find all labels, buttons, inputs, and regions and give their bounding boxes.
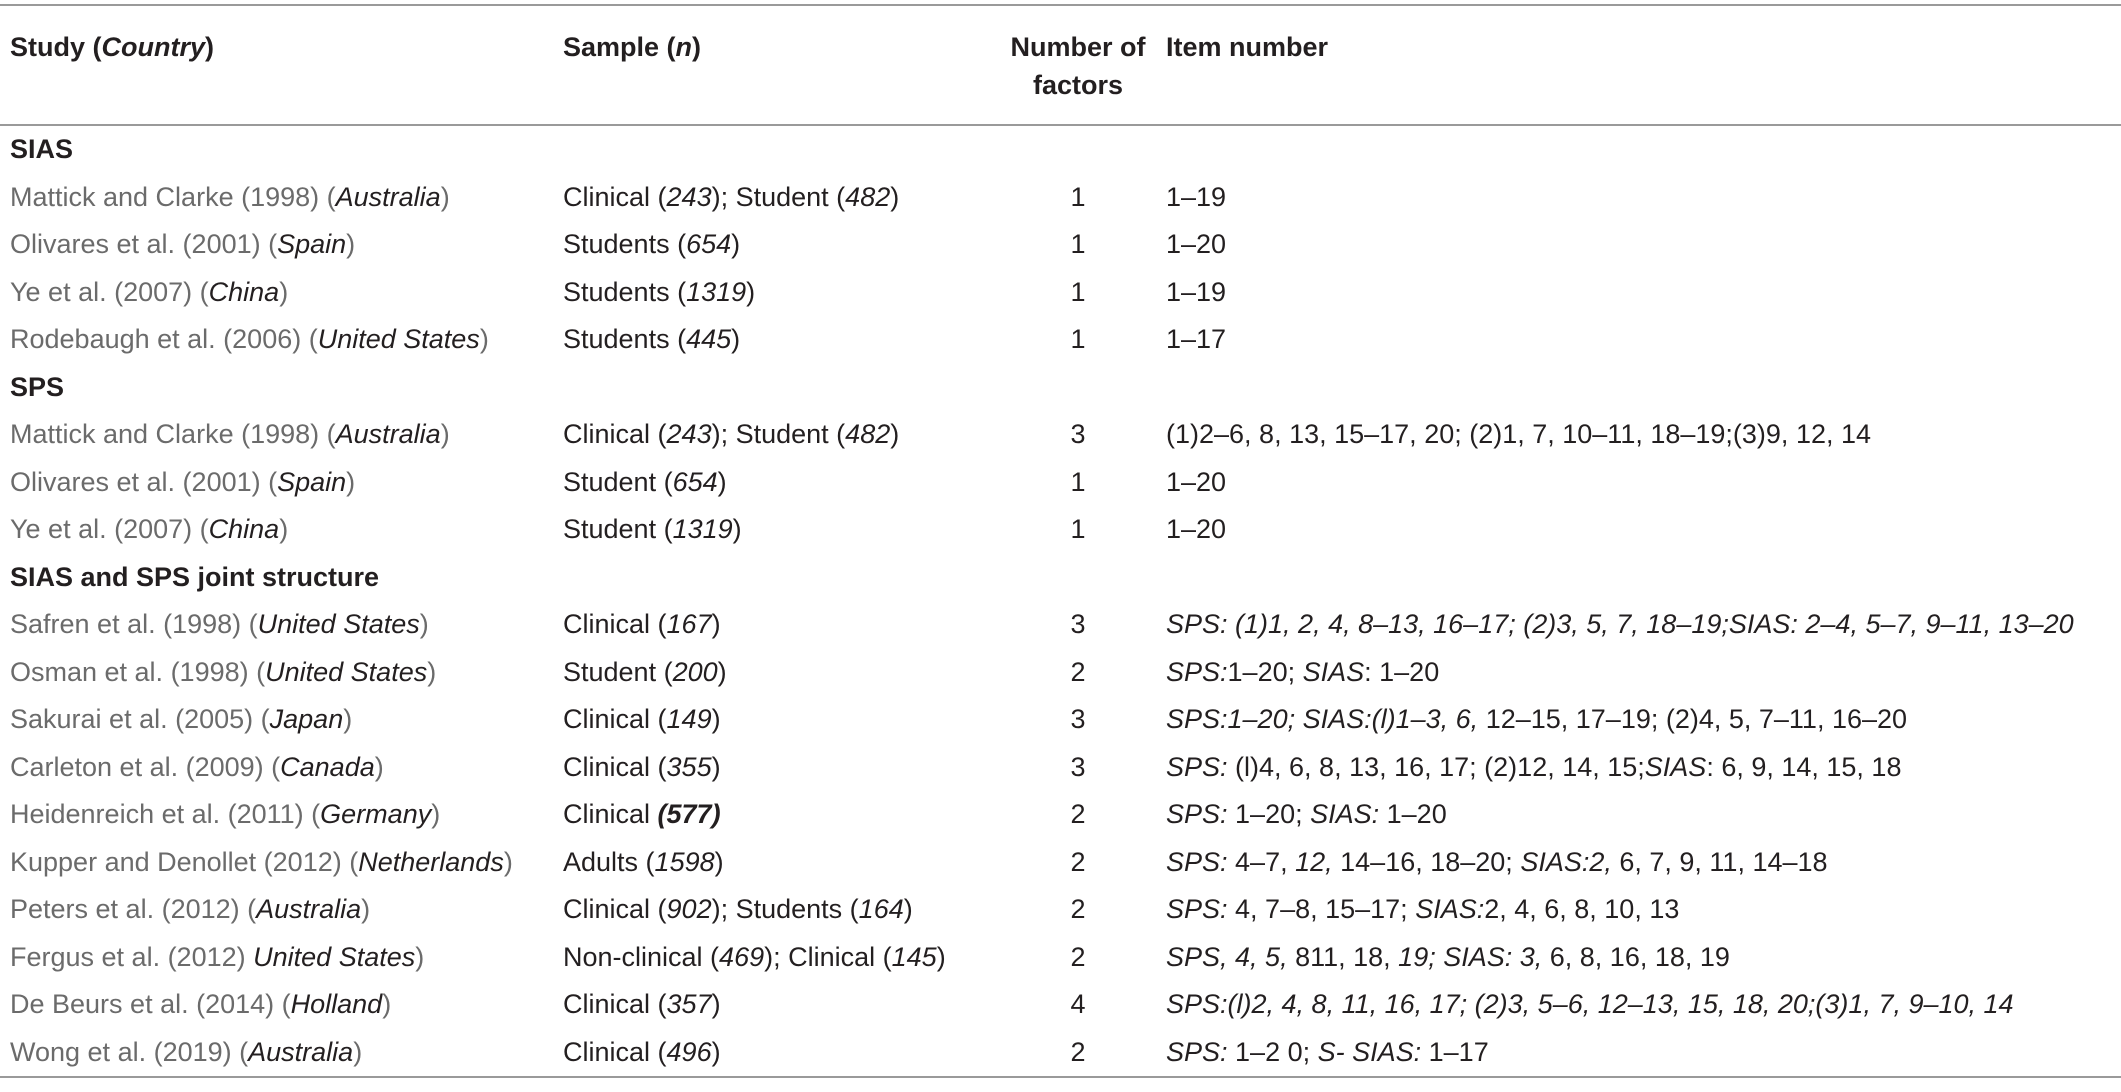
sample-cell [553, 791, 1000, 839]
cell-run: ) [732, 514, 742, 545]
cell-run-italic: 200 [672, 656, 718, 687]
factors-cell: 1 [1070, 514, 1086, 545]
cell-run: 1–20 [1166, 514, 1227, 545]
study-country: Australia [256, 894, 362, 925]
cell-run: Clinical ( [563, 181, 667, 212]
cell-run-italic: 469 [719, 941, 765, 972]
study-country: Japan [269, 704, 344, 735]
cell-run: Clinical ( [563, 751, 667, 782]
study-name: Ye et al. (2007) [10, 514, 193, 545]
factors-cell: 2 [1070, 799, 1086, 830]
cell-run: ) [903, 894, 913, 925]
table-row [0, 839, 2121, 887]
table-row [0, 459, 2121, 507]
study-name: Sakurai et al. (2005) [10, 704, 254, 735]
cell-run: : 1–20 [1364, 656, 1440, 687]
study-cell: Mattick and Clarke (1998) (Australia) [10, 181, 450, 212]
cell-run: 4–7, [1227, 846, 1296, 877]
cell-run: ) [711, 704, 721, 735]
factors-cell: 3 [1070, 419, 1086, 450]
cell-run-italic: SPS:1–20; SIAS:(l)1–3, 6, [1166, 704, 1479, 735]
study-name: Ye et al. (2007) [10, 276, 193, 307]
cell-run: ) [936, 941, 946, 972]
cell-run: ) [717, 656, 727, 687]
study-cell: De Beurs et al. (2014) (Holland) [10, 989, 392, 1020]
items-cell [1156, 791, 2121, 839]
cell-run-italic: SPS: [1166, 656, 1228, 687]
section-row [0, 364, 2121, 412]
sample-cell [553, 174, 1000, 222]
sample-cell [553, 886, 1000, 934]
study-country: Canada [280, 751, 375, 782]
cell-run-italic: 243 [666, 181, 712, 212]
cell-run: Non-clinical ( [563, 941, 720, 972]
cell-run-italic: 902 [666, 894, 712, 925]
cell-run-italic: 654 [672, 466, 718, 497]
cell-run: 1–20 [1379, 799, 1447, 830]
items-cell [1156, 886, 2121, 934]
cell-run-italic: SPS: [1166, 751, 1228, 782]
items-cell [1156, 269, 2121, 317]
cell-run: 12–15, 17–19; (2)4, 5, 7–11, 16–20 [1478, 704, 1908, 735]
items-cell [1156, 174, 2121, 222]
table-row [0, 981, 2121, 1029]
cell-run: Student ( [563, 466, 673, 497]
cell-run: 1–17 [1421, 1036, 1489, 1067]
factors-cell: 3 [1070, 704, 1086, 735]
items-cell [1156, 316, 2121, 364]
sample-cell [553, 221, 1000, 269]
cell-run-italic: 654 [686, 229, 732, 260]
items-cell [1156, 934, 2121, 982]
factors-cell: 1 [1070, 466, 1086, 497]
factors-cell: 3 [1070, 609, 1086, 640]
factors-cell: 2 [1070, 894, 1086, 925]
cell-run: Students ( [563, 276, 687, 307]
study-country: Australia [248, 1036, 354, 1067]
items-cell [1156, 839, 2121, 887]
study-country: Spain [277, 229, 347, 260]
cell-run-italic: SPS: [1166, 894, 1228, 925]
cell-run: ) [714, 846, 724, 877]
cell-run-italic: 482 [845, 181, 891, 212]
cell-run: 1–17 [1166, 324, 1227, 355]
study-country: United States [257, 609, 420, 640]
items-cell [1156, 601, 2121, 649]
items-cell [1156, 696, 2121, 744]
cell-run-italic: 357 [666, 989, 712, 1020]
study-cell: Kupper and Denollet (2012) (Netherlands) [10, 846, 513, 877]
cell-run: 4, 7–8, 15–17; [1227, 894, 1416, 925]
factors-cell: 1 [1070, 276, 1086, 307]
cell-run-italic: 243 [666, 419, 712, 450]
cell-run-italic: SPS: [1166, 846, 1228, 877]
study-cell: Sakurai et al. (2005) (Japan) [10, 704, 353, 735]
factors-cell: 2 [1000, 1029, 1156, 1078]
study-cell: Heidenreich et al. (2011) (Germany) [10, 799, 441, 830]
section-title: SIAS and SPS joint structure [10, 561, 380, 592]
header-item-number: Item number [1156, 5, 2121, 125]
factors-cell: 1 [1070, 324, 1086, 355]
study-name: Olivares et al. (2001) [10, 466, 261, 497]
factors-cell: 3 [1070, 751, 1086, 782]
sample-cell [553, 839, 1000, 887]
cell-run: Adults ( [563, 846, 655, 877]
factors-cell: 2 [1070, 846, 1086, 877]
cell-run-italic: 355 [666, 751, 712, 782]
study-cell: Ye et al. (2007) (China) [10, 514, 289, 545]
cell-run: Clinical ( [563, 894, 667, 925]
table-row [0, 649, 2121, 697]
sample-cell [553, 459, 1000, 507]
sample-cell [553, 696, 1000, 744]
sample-cell [553, 744, 1000, 792]
study-name: Carleton et al. (2009) [10, 751, 264, 782]
table-body [0, 125, 2121, 1077]
cell-run: ) [711, 989, 721, 1020]
sample-cell [553, 1029, 1000, 1078]
cell-run-italic: SIAS [1644, 751, 1707, 782]
table-row [0, 269, 2121, 317]
factors-cell: 2 [1070, 656, 1086, 687]
cell-run-italic: SPS:(l)2, 4, 8, 11, 16, 17; (2)3, 5–6, 12–13, 15, 18, 20;(3)1, 7, 9–10, 14 [1166, 989, 2014, 1020]
study-country: Spain [277, 466, 347, 497]
cell-run: 1–20 [1166, 466, 1227, 497]
study-country: United States [253, 941, 416, 972]
items-cell [1156, 506, 2121, 554]
cell-run: Clinical ( [563, 609, 667, 640]
cell-run-italic: SIAS: [1310, 799, 1380, 830]
studies-table [0, 4, 2121, 1078]
cell-run: Clinical [563, 799, 658, 830]
cell-run: ) [711, 1036, 721, 1067]
cell-run-italic: 482 [845, 419, 891, 450]
cell-run: 1–2 0; [1227, 1036, 1318, 1067]
cell-run: ) [890, 419, 900, 450]
table-row [0, 791, 2121, 839]
study-cell: Ye et al. (2007) (China) [10, 276, 289, 307]
cell-run: Clinical ( [563, 1036, 667, 1067]
study-cell: Mattick and Clarke (1998) (Australia) [10, 419, 450, 450]
factors-cell: 1 [1070, 181, 1086, 212]
cell-run: ) [731, 229, 741, 260]
cell-run: (l)4, 6, 8, 13, 16, 17; (2)12, 14, 15; [1227, 751, 1645, 782]
cell-run: 1–19 [1166, 181, 1227, 212]
cell-run: Students ( [563, 229, 687, 260]
cell-run: ) [890, 181, 900, 212]
sample-cell [553, 269, 1000, 317]
table-header-row [0, 5, 2121, 125]
study-name: Safren et al. (1998) [10, 609, 242, 640]
cell-run: Student ( [563, 514, 673, 545]
cell-run: ) [746, 276, 756, 307]
study-cell: Osman et al. (1998) (United States) [10, 656, 437, 687]
sample-cell [553, 316, 1000, 364]
cell-run: Student ( [563, 656, 673, 687]
table-row [0, 506, 2121, 554]
cell-run-italic: 12, [1295, 846, 1333, 877]
study-name: Mattick and Clarke (1998) [10, 419, 320, 450]
study-country: Germany [320, 799, 432, 830]
header-sample: Sample (n) [553, 5, 1000, 125]
section-row [0, 554, 2121, 602]
cell-run [658, 799, 721, 829]
cell-run: ) [711, 609, 721, 640]
cell-run: ); Student ( [711, 419, 846, 450]
study-name: Osman et al. (1998) [10, 656, 249, 687]
cell-run: 1–20; [1227, 799, 1311, 830]
cell-run: 1–19 [1166, 276, 1227, 307]
study-cell: Carleton et al. (2009) (Canada) [10, 751, 384, 782]
items-cell [1156, 981, 2121, 1029]
sample-cell [553, 506, 1000, 554]
study-country: United States [265, 656, 428, 687]
sample-cell [553, 601, 1000, 649]
cell-run-italic: SPS: [1166, 1036, 1228, 1067]
sample-cell [553, 934, 1000, 982]
cell-run-italic: 1319 [672, 514, 733, 545]
study-cell: Olivares et al. (2001) (Spain) [10, 229, 356, 260]
factors-cell: 1 [1070, 229, 1086, 260]
table-row [0, 411, 2121, 459]
cell-run: 811, 18, [1287, 941, 1399, 972]
cell-run: ) [717, 466, 727, 497]
cell-run-italic: 496 [666, 1036, 712, 1067]
study-country: Australia [335, 419, 441, 450]
header-study: Study (Country) [0, 5, 553, 125]
study-country: United States [317, 324, 480, 355]
cell-run: Students ( [563, 324, 687, 355]
factors-cell: 4 [1070, 989, 1086, 1020]
cell-run-italic: 1598 [654, 846, 715, 877]
cell-run-italic: SIAS:2, [1520, 846, 1612, 877]
table-row [0, 744, 2121, 792]
items-cell [1156, 744, 2121, 792]
cell-run: Clinical ( [563, 704, 667, 735]
items-cell [1156, 1029, 2121, 1078]
cell-run-italic: SIAS: [1415, 894, 1485, 925]
section-title: SIAS [10, 134, 74, 165]
section-row [0, 125, 2121, 174]
study-name: Kupper and Denollet (2012) [10, 846, 342, 877]
study-name: Fergus et al. (2012) [10, 941, 246, 972]
study-name: Heidenreich et al. (2011) [10, 799, 304, 830]
cell-run-italic: 19; SIAS: 3, [1398, 941, 1543, 972]
cell-run-italic: SIAS [1302, 656, 1365, 687]
study-cell: Peters et al. (2012) (Australia) [10, 894, 371, 925]
cell-run: ) [711, 751, 721, 782]
cell-run: 6, 8, 16, 18, 19 [1542, 941, 1730, 972]
section-title: SPS [10, 371, 65, 402]
cell-run-italic: 145 [891, 941, 937, 972]
items-cell [1156, 411, 2121, 459]
study-cell: Wong et al. (2019) (Australia) [0, 1029, 553, 1078]
table-row [0, 886, 2121, 934]
study-name: Rodebaugh et al. (2006) [10, 324, 302, 355]
cell-run: 14–16, 18–20; [1332, 846, 1521, 877]
cell-run: ); Students ( [711, 894, 859, 925]
cell-run: ); Clinical ( [764, 941, 892, 972]
study-cell: Safren et al. (1998) (United States) [10, 609, 429, 640]
items-cell [1156, 221, 2121, 269]
table-row [0, 934, 2121, 982]
sample-cell [553, 981, 1000, 1029]
cell-run: 2, 4, 6, 8, 10, 13 [1484, 894, 1680, 925]
study-name: Olivares et al. (2001) [10, 229, 261, 260]
cell-run: (1)2–6, 8, 13, 15–17, 20; (2)1, 7, 10–11, 18–19;(3)9, 12, 14 [1166, 419, 1872, 450]
sample-cell [553, 649, 1000, 697]
table-row [0, 174, 2121, 222]
cell-run-italic: 167 [666, 609, 712, 640]
cell-run-italic: 149 [666, 704, 712, 735]
cell-run: 1–20; [1227, 656, 1303, 687]
cell-run: ) [731, 324, 741, 355]
cell-run: : 6, 9, 14, 15, 18 [1706, 751, 1902, 782]
study-country: China [208, 514, 280, 545]
study-cell: Olivares et al. (2001) (Spain) [10, 466, 356, 497]
items-cell [1156, 649, 2121, 697]
sample-cell [553, 411, 1000, 459]
study-country: Holland [290, 989, 383, 1020]
study-name: Peters et al. (2012) [10, 894, 240, 925]
table-row [0, 1029, 2121, 1078]
cell-run: Clinical ( [563, 419, 667, 450]
cell-run-italic: SPS: (1)1, 2, 4, 8–13, 16–17; (2)3, 5, 7, 18–19;SIAS: 2–4, 5–7, 9–11, 13–20 [1166, 609, 2074, 640]
cell-run-italic: 164 [858, 894, 904, 925]
cell-run-italic: 1319 [686, 276, 747, 307]
cell-run-italic: SPS: [1166, 799, 1228, 830]
header-factors: Number of factors [1000, 5, 1156, 125]
study-cell: Fergus et al. (2012) United States) [10, 941, 425, 972]
study-country: China [208, 276, 280, 307]
factors-cell: 2 [1070, 941, 1086, 972]
cell-run: 6, 7, 9, 11, 14–18 [1611, 846, 1828, 877]
table-row [0, 316, 2121, 364]
study-name: Mattick and Clarke (1998) [10, 181, 320, 212]
table-row [0, 221, 2121, 269]
cell-run-italic: 445 [686, 324, 732, 355]
cell-run-italic: (577) [657, 799, 721, 830]
cell-run-italic: S- SIAS: [1317, 1036, 1422, 1067]
items-cell [1156, 459, 2121, 507]
cell-run: 1–20 [1166, 229, 1227, 260]
study-name: Wong et al. (2019) [10, 1036, 232, 1067]
cell-run: Clinical ( [563, 989, 667, 1020]
cell-run: ); Student ( [711, 181, 846, 212]
study-name: De Beurs et al. (2014) [10, 989, 275, 1020]
table-row [0, 601, 2121, 649]
table-row [0, 696, 2121, 744]
study-cell: Rodebaugh et al. (2006) (United States) [10, 324, 489, 355]
study-country: Netherlands [358, 846, 504, 877]
study-country: Australia [335, 181, 441, 212]
cell-run-italic: SPS, 4, 5, [1166, 941, 1288, 972]
